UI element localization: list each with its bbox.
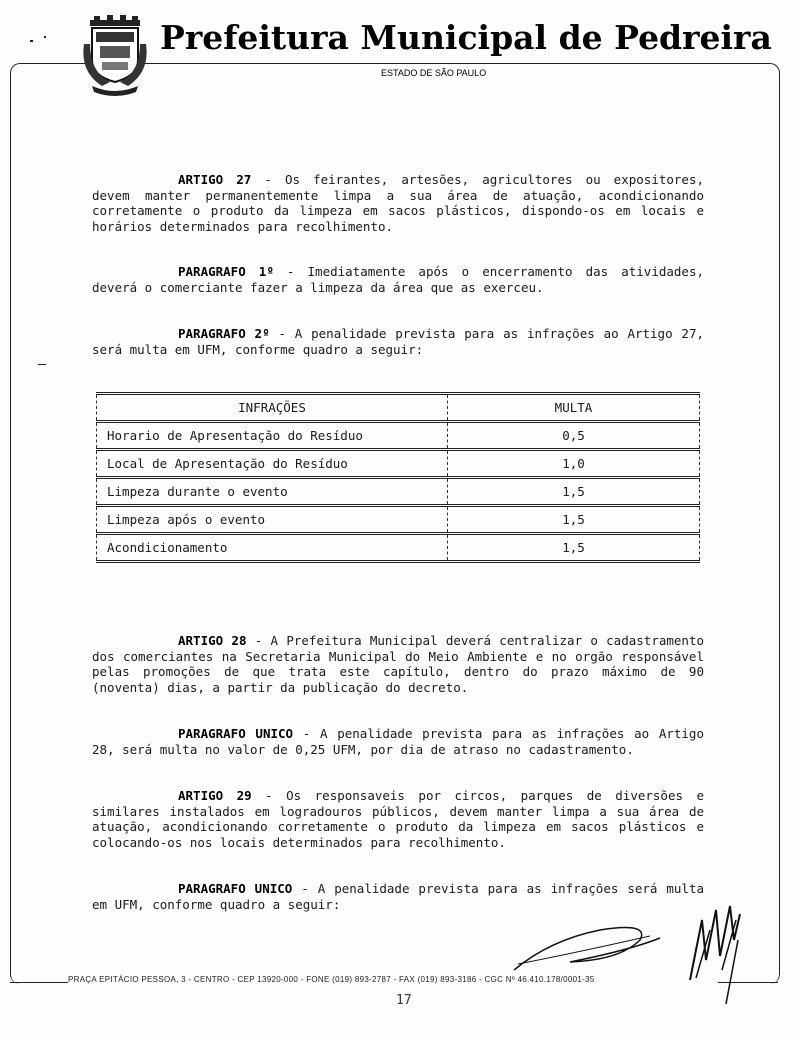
header-title: Prefeitura Municipal de Pedreira xyxy=(160,18,772,57)
article-29-paragraph-unico: PARAGRAFO UNICO - A penalidade prevista para as infrações será multa em UFM, conforme quadro a seguir: xyxy=(92,881,704,912)
cell-multa: 1,0 xyxy=(448,450,700,478)
article-27: ARTIGO 27 - Os feirantes, artesões, agricultores ou expositores, devem manter permanentemente limpa a sua área de atuação, acondicionando corretamente o produto da limpeza em sacos plásticos, dispondo-os em locais e horários determinados para recolhimento. xyxy=(92,172,704,234)
cell-multa: 1,5 xyxy=(448,534,700,562)
table-row xyxy=(97,450,700,478)
page-number: 17 xyxy=(396,993,412,1008)
footer-rule-right xyxy=(718,982,778,983)
cell-infracao: Limpeza durante o evento xyxy=(97,478,448,506)
article-27-paragraph-2: PARAGRAFO 2º - A penalidade prevista para as infrações ao Artigo 27, será multa em UFM, conforme quadro a seguir: xyxy=(92,326,704,357)
footer-rule-left xyxy=(10,982,68,983)
header-subtitle: ESTADO DE SÃO PAULO xyxy=(381,68,487,78)
cell-infracao: Horario de Apresentação do Resíduo xyxy=(97,422,448,450)
header-multa: MULTA xyxy=(448,394,700,422)
article-27-paragraph-1: PARAGRAFO 1º - Imediatamente após o encerramento das atividades, deverá o comerciante fazer a limpeza da área que as exerceu. xyxy=(92,264,704,295)
cell-infracao: Limpeza após o evento xyxy=(97,506,448,534)
cell-infracao: Local de Apresentação do Resíduo xyxy=(97,450,448,478)
penalty-table-article-27 xyxy=(96,392,700,563)
cell-infracao: Acondicionamento xyxy=(97,534,448,562)
table-header-row xyxy=(97,394,700,422)
municipal-crest-icon xyxy=(80,14,150,98)
article-28: ARTIGO 28 - A Prefeitura Municipal deverá centralizar o cadastramento dos comerciantes na Secretaria Municipal do Meio Ambiente e no orgão responsável pelas promoções de que trata este capítulo, dentro do prazo máximo de 90 (noventa) dias, a partir da publicação do decreto. xyxy=(92,633,704,695)
scan-speck xyxy=(44,36,46,38)
article-28-paragraph-unico: PARAGRAFO UNICO - A penalidade prevista para as infrações ao Artigo 28, será multa no valor de 0,25 UFM, por dia de atraso no cadastramento. xyxy=(92,726,704,757)
table-row xyxy=(97,422,700,450)
scan-speck xyxy=(38,364,46,365)
signature-icon xyxy=(510,900,770,1010)
cell-multa: 1,5 xyxy=(448,478,700,506)
table-row xyxy=(97,534,700,562)
table-row xyxy=(97,478,700,506)
footer-address: PRAÇA EPITÁCIO PESSOA, 3 - CENTRO - CEP 13920-000 - FONE (019) 893-2787 - FAX (019) 893-3186 - CGC Nº 46.410.178/0001-35 xyxy=(68,975,595,984)
header-infracoes: INFRAÇÕES xyxy=(97,394,448,422)
footer xyxy=(0,975,800,989)
cell-multa: 1,5 xyxy=(448,506,700,534)
cell-multa: 0,5 xyxy=(448,422,700,450)
scan-speck xyxy=(30,40,33,42)
article-29: ARTIGO 29 - Os responsaveis por circos, parques de diversões e similares instalados em logradouros públicos, devem manter limpa a sua área de atuação, acondicionando corretamente o produto da limpeza em sacos plásticos e colocando-os nos locais determinados para recolhimento. xyxy=(92,788,704,850)
table-row xyxy=(97,506,700,534)
